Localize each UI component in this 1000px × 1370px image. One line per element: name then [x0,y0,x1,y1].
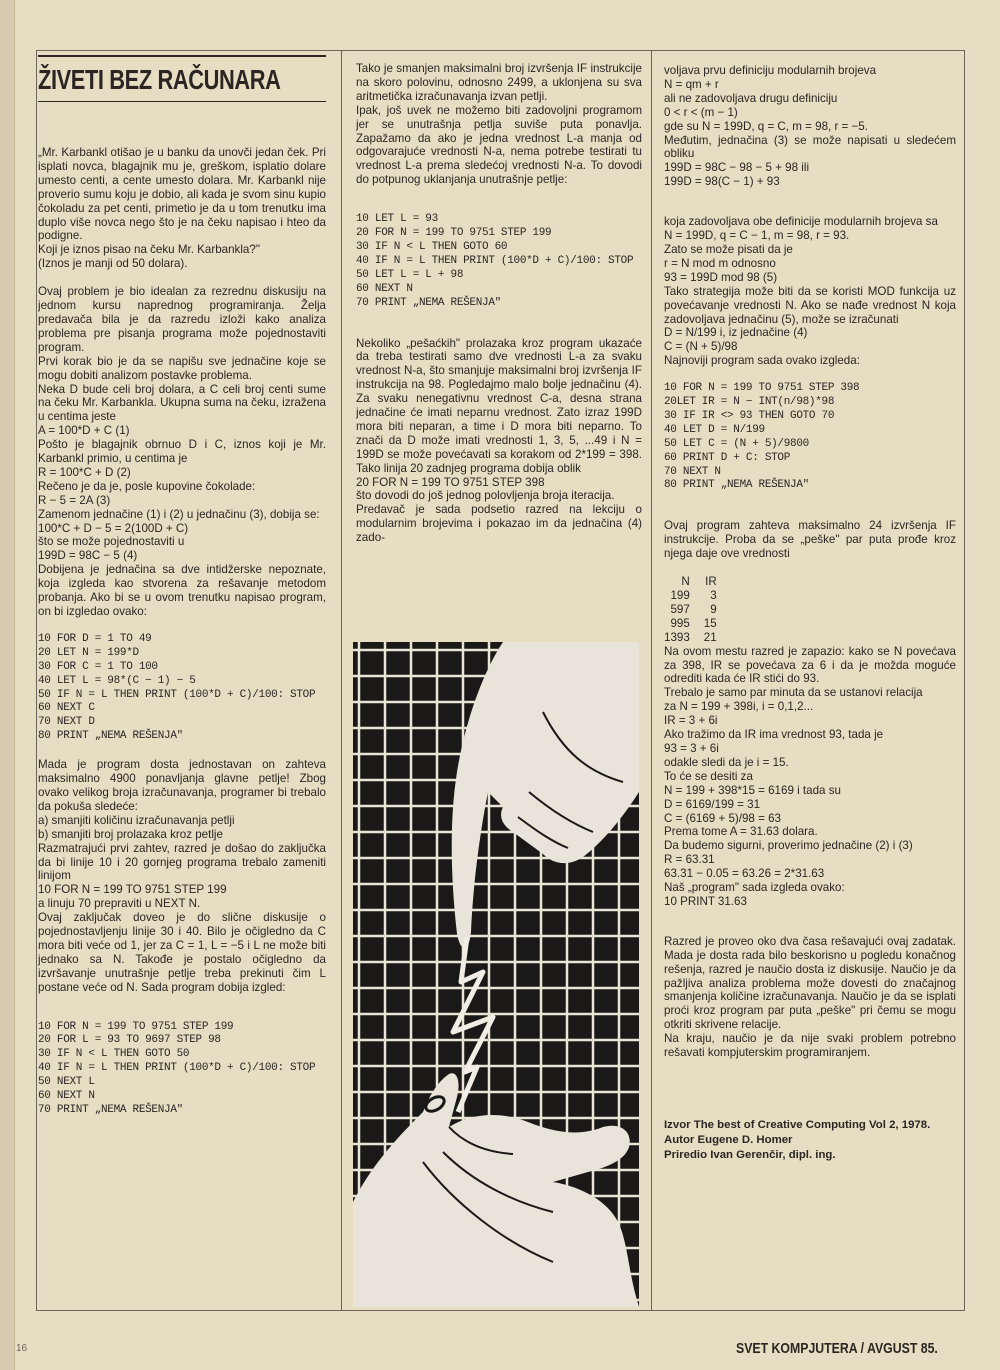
n-ir-table [664,575,731,645]
table-header-ir: IR [705,575,717,589]
table-cell: 21 [703,630,717,644]
table-cell: 995 [670,616,690,630]
column-rule-2-3 [651,50,652,1310]
modular-definition-paragraph: voljava prvu definiciju modularnih brojeva N = qm + r ali ne zadovoljava drugu definiciju 0 < r < (m − 1) gde su N = 199D, q = C, m = 98, r = −5. Međutim, jednačina (3) se može napisati u sledećem obliku 199D = 98C − 98 − 5 + 98 ili 199D = 98(C − 1) + 93 [664,64,956,189]
trial-run-paragraph: Ovaj program zahteva maksimalno 24 izvršenja IF instrukcije. Proba da se „peške" par puta prođe kroz njega daje ove vrednosti [664,519,956,561]
parity-paragraph: Nekoliko „pešaćkih" prolazaka kroz program ukazaće da treba testirati samo dve vrednosti L-a za svaku vrednost N-a, što smanjuje maksimalni broj izvršenja IF instrukcija na 98. Pogledajmo malo bolje jednačinu (4). Za svaku nenegativnu vrednost C-a, desna strana jednačine će imati neparnu vrednost. Zato izraz 199D mora biti neparan, a time i D mora biti neparno. To znači da D može imati vrednosti 1, 3, 5, ...49 i N = 199D se može povećavati sa korakom od 2*199 = 398. Tako linija 20 zadnjeg programa dobija oblik 20 FOR N = 199 TO 9751 STEP 398 što dovodi do još jednog polovljenja broja iteracija. Predavač je sada podsetio razred na lekciju o modularnim brojevima i pokazao im da jednačina (4) zado- [356,336,642,545]
table-header-n: N [681,575,690,589]
analysis-paragraph: Ovaj problem je bio idealan za rezrednu diskusiju na jednom kursu naprednog programiranja. Želja predavača bila je da razredu izloži kako analiza problema pre pisanja programa može pojednostaviti program. Prvi korak bio je da se napišu sve jednačine koje se mogu dobiti analizom postavke problema. Neka D bude celi broj dolara, a C celi broj centi sume na čeku Mr. Karbankla. Ukupna suma na čeku, izražena u centima jeste A = 100*D + C (1) Pošto je blagajnik obrnuo D i C, iznos koji je Mr. Karbankl primio, u centima je R = 100*C + D (2) Rečeno je da je, posle kupovine čokolade: R − 5 = 2A (3) Zamenom jednačine (1) i (2) u jednačinu (3), dobija se: 100*C + D − 5 = 2(100D + C) što se može pojednostaviti u 199D = 98C − 5 (4) Dobijena je jednačina sa dve intidžerske nepoznate, koja izgleda kao stvorena za rešavanje metodom probanja. Ako bi se u ovom trenutku napisao program, on bi izgledao ovako: [38,285,326,618]
table-cell: 1393 [664,630,690,644]
column-rule-right [964,50,965,1310]
table-row [664,603,731,617]
hands-grid-illustration [353,642,639,1307]
page-binding-edge [0,0,15,1370]
source-credits: Izvor The best of Creative Computing Vol 2, 1978. Autor Eugene D. Homer Priredio Ivan Gerenčir, dipl. ing. [664,1119,931,1161]
page-number: 16 [16,1343,28,1354]
program-listing-1: 10 FOR D = 1 TO 49 20 LET N = 199*D 30 FOR C = 1 TO 100 40 LET L = 98*(C − 1) − 5 50 IF N = L THEN PRINT (100*D + C)/100: STOP 60 NEXT C 70 NEXT D 80 PRINT „NEMA REŠENJA" [38,632,316,743]
article-column-2 [356,62,642,642]
article-title: ŽIVETI BEZ RAČUNARA [38,64,281,95]
table-cell: 3 [710,589,717,602]
program-listing-3: 10 LET L = 93 20 FOR N = 199 TO 9751 STEP 199 30 IF N < L THEN GOTO 60 40 IF N = L THEN PRINT (100*D + C)/100: STOP 50 LET L = L + 98 60 NEXT N 70 PRINT „NEMA REŠENJA" [356,213,634,309]
table-cell: 597 [670,602,690,616]
article-column-1 [38,55,326,1305]
conclusion-paragraph: Razred je proveo oko dva časa rešavajući ovaj zadatak. Mada je dosta rada bilo beskorisno u pogledu konačnog rešenja, razred je naučio dosta iz diskusije. Naučio je da pažljiva analiza problema može dovesti do značajnog smanjenja količine izračunavanja. Naučio je da se isplati proći kroz program par puta „peške" pri čemu se mogu otkriti skrivene relacije. Na kraju, naučio je da nije svaki problem potrebno rešavati kompjuterskim programiranjem. [664,934,956,1060]
loop-reduction-paragraph: Tako je smanjen maksimalni broj izvršenja IF instrukcije na skoro polovinu, odnosno 2499, a uklonjena su sva aritmetička izračunavanja izvan petlji. Ipak, još uvek ne možemo biti zadovoljni programom jer se unutrašnja petlja suviše puta ponavlja. Zapažamo da ako je jedna vrednost L-a manja od odgovarajuće vrednosti N-a, nema potrebe testirati tu vrednost L-a prema sledećoj vrednosti N-a. To dovodi do potpunog uklanjanja unutrašnje petlje: [356,62,642,187]
title-block [38,55,326,102]
top-rule [36,50,965,51]
program-listing-2: 10 FOR N = 199 TO 9751 STEP 199 20 FOR L = 93 TO 9697 STEP 98 30 IF N < L THEN GOTO 50 40 IF N = L THEN PRINT (100*D + C)/100: STOP 50 NEXT L 60 NEXT N 70 PRINT „NEMA REŠENJA" [38,1020,316,1116]
relation-paragraph: Na ovom mestu razred je zapazio: kako se N povećava za 398, IR se povećava za 6 i da je možda moguće odrediti kada će IR stići do 93. Trebalo je samo par minuta da se ustanovi relacija za N = 199 + 398i, i = 0,1,2... IR = 3 + 6i Ako tražimo da IR ima vrednost 93, tada je 93 = 3 + 6i odakle sledi da je i = 15. To će se desiti za N = 199 + 398*15 = 6169 i tada su D = 6169/199 = 31 C = (6169 + 5)/98 = 63 Prema tome A = 31.63 dolara. Da budemo sigurni, proverimo jednačine (2) i (3) R = 63.31 63.31 − 0.05 = 63.26 = 2*31.63 Naš „program" sada izgleda ovako: 10 PRINT 31.63 [664,644,956,908]
bottom-rule [36,1310,965,1311]
table-cell: 199 [670,589,690,602]
table-row [664,631,731,645]
hands-grid-svg [353,642,639,1307]
table-cell: 15 [703,616,717,630]
intro-quote-paragraph: „Mr. Karbankl otišao je u banku da unovči jedan ček. Pri isplati novca, blagajnik mu je, greškom, isplatio dolare umesto centi, a cente umesto dolara. Mr. Karbankl nije proverio sumu koju je dobio, ali kada je svom sinu kupio čokoladu za pet centi, primetio je da u tom trenutku ima duplo više novca nego što je na čeku napisao i hteo da podigne. Koji je iznos pisao na čeku Mr. Karbankla?" (Iznos je manji od 50 dolara). [38,146,326,271]
optimization-paragraph: Mada je program dosta jednostavan on zahteva maksimalno 4900 ponavljanja glavne petlje! Zbog ovako velikog broja izračunavanja, programer bi trebalo da pokuša sledeće: a) smanjiti količinu izračunavanja petlji b) smanjiti broj prolazaka kroz petlje Razmatrajući prvi zahtev, razred je došao do zaključka da bi linije 10 i 20 gornjeg programa trebalo zameniti linijom 10 FOR N = 199 TO 9751 STEP 199 a linuju 70 prepraviti u NEXT N. Ovaj zaključak doveo je do slične diskusije o pojednostavljenju linije 30 i 40. Bilo je očigledno da C mora biti veće od 1, jer za C = 1, L = −5 i L ne može biti jednako sa N. Takođe je postalo očigledno da izvršavanje unutrašnje petlje treba prekinuti čim L postane veće od N. Sada program dobija izgled: [38,758,326,994]
table-row [664,617,731,631]
mod-strategy-paragraph: koja zadovoljava obe definicije modularnih brojeva sa N = 199D, q = C − 1, m = 98, r = 93. Zato se može pisati da je r = N mod m odnosno 93 = 199D mod 98 (5) Tako strategija može biti da se koristi MOD funkcija uz povećavanje vrednosti N. Ako se nađe vrednost N koja zadovoljava jednačinu (5), može se izračunati D = N/199 i, iz jednačine (4) C = (N + 5)/98 Najnoviji program sada ovako izgleda: [664,215,956,368]
program-listing-4: 10 FOR N = 199 TO 9751 STEP 398 20LET IR = N − INT(n/98)*98 30 IF IR <> 93 THEN GOTO 70 40 LET D = N/199 50 LET C = (N + 5)/9800 60 PRINT D + C: STOP 70 NEXT N 80 PRINT „NEMA REŠENJA" [664,382,860,492]
table-cell: 9 [710,602,717,616]
article-column-3 [664,64,956,1304]
table-row [664,589,731,603]
column-rule-1-2 [341,50,342,1310]
column-rule-left [36,50,37,1310]
magazine-footer: SVET KOMPJUTERA / AVGUST 85. [736,1340,938,1357]
table-header-row [664,575,731,589]
upper-hand-icon [452,642,639,948]
